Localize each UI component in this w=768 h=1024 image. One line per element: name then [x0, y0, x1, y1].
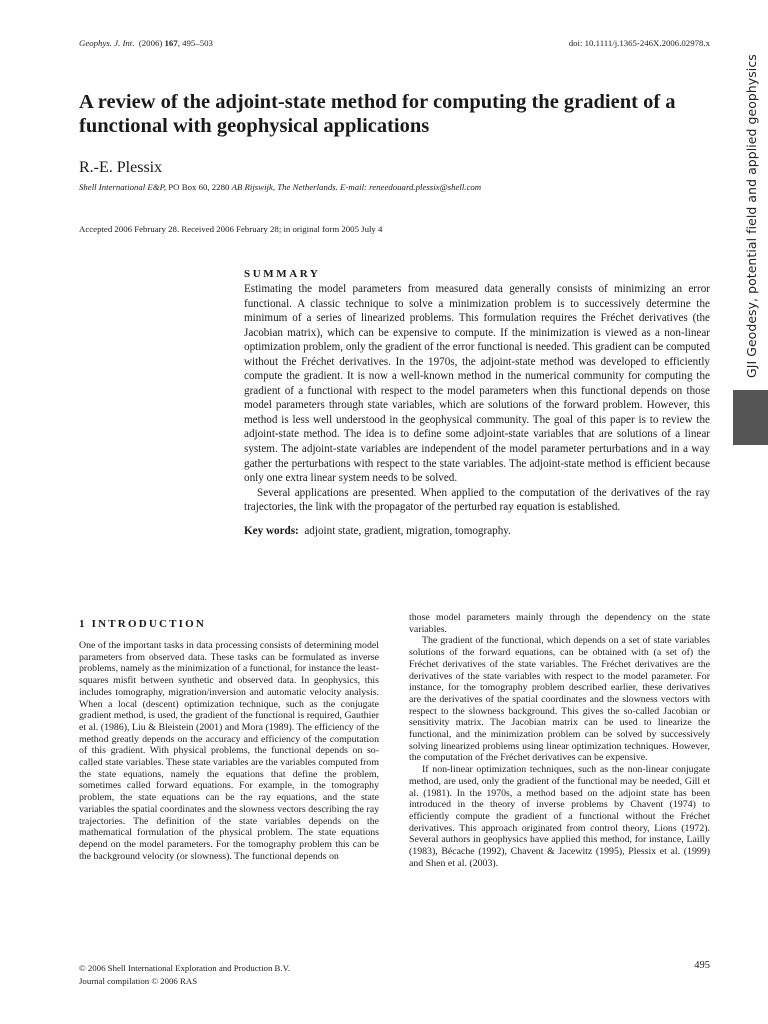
intro-paragraph-1: One of the important tasks in data processing consists of determining model parameters from observed data. These tasks can be formulated as inverse problems, namely as the minimization of a functional, for instance the least-squares misfit between synthetic and observed data. In geophysics, this includes tomography, migration/inversion and automatic velocity analysis. When a local (descent) optimization technique, such as the conjugate gradient method, is used, the gradient of the functional is required, Gauthier et al. (1986), Liu & Bleistein (2001) and Mora (1989). The efficiency of the method greatly depends on the accuracy and efficiency of the computation of this gradient. With physical problems, the functional depends on so-called state variables. These state variables are the variables computed from the state equations, namely the equations that define the problem, sometimes called forward equations. For example, in the tomography problem, the state equations can be the ray equations, and the state variables the spatial coordinates and the slowness vectors describing the ray trajectories. The definition of the state variables depends on the mathematical formulation of the physical problem. The state equations depend on the model parameters. For the tomography problem this can be the background velocity (or slowness). The functional depends on: [79, 640, 379, 862]
affiliation-org: Shell International E&P,: [79, 182, 167, 192]
keywords-label: Key words:: [244, 524, 299, 537]
affiliation-address: PO Box 60, 2280: [166, 182, 232, 192]
page-number: 495: [694, 960, 710, 971]
submission-dates: Accepted 2006 February 28. Received 2006 February 28; in original form 2005 July 4: [79, 224, 383, 234]
summary-paragraph-1: Estimating the model parameters from measured data generally consists of minimizing an error functional. A classic technique to solve a minimization problem is to successively determine the minimum of a series of linearized problems. This formulation requires the Fréchet derivatives (the Jacobian matrix), which can be expensive to compute. If the minimization is viewed as a non-linear optimization problem, only the gradient of the error functional is needed. This gradient can be computed without the Fréchet derivatives. In the 1970s, the adjoint-state method was developed to efficiently compute the gradient. It is now a well-known method in the numerical community for computing the gradient of a functional with respect to the model parameters when this functional depends on those model parameters through state variables, which are solutions of the forward problem. However, this method is less well understood in the geophysical community. The goal of this paper is to review the adjoint-state method. The idea is to define some adjoint-state variables that are solutions of a linear system. The adjoint-state variables are independent of the model parameter perturbations and in a way gather the perturbations with respect to the state variables. The adjoint-state method is efficient because only one extra linear system needs to be solved.: [244, 283, 710, 485]
author-affiliation: [79, 182, 481, 192]
section-side-label: GJI Geodesy, potential field and applied geophysics: [744, 54, 759, 378]
section-side-tab: [733, 390, 768, 445]
body-column-left: [79, 617, 379, 862]
section-heading-introduction: 1 INTRODUCTION: [79, 618, 207, 630]
intro-paragraph-2: The gradient of the functional, which depends on a set of state variables solutions of the forward equations, can be obtained with (a set of) the Fréchet derivatives of the state variables. The Fréchet derivatives are the derivatives of the state variables with respect to the model parameter. For instance, for the tomography problem described earlier, these derivatives are the derivatives of the spatial coordinates and the slowness vectors with respect to the slowness background. This gives the so-called Jacobian or sensitivity matrix. The Jacobian matrix can be used to linearize the functional, and the minimization problem can be solved by successively solving linearized problems using linear optimization techniques. However, the computation of the Fréchet derivatives can be expensive.: [409, 635, 710, 764]
copyright-footer: [79, 962, 290, 988]
intro-paragraph-continued: those model parameters mainly through the dependency on the state variables.: [409, 612, 710, 635]
journal-pages: , 495–503: [177, 38, 213, 48]
journal-name: Geophys. J. Int.: [79, 38, 135, 48]
keywords: [244, 524, 710, 539]
journal-year: (2006): [138, 38, 163, 48]
copyright-line: © 2006 Shell International Exploration and Production B.V.: [79, 963, 291, 973]
summary-section: [244, 266, 710, 539]
summary-heading: SUMMARY: [244, 268, 321, 280]
compilation-line: Journal compilation © 2006 RAS: [79, 976, 198, 986]
doi: doi: 10.1111/j.1365-246X.2006.02978.x: [568, 38, 710, 48]
keywords-list: adjoint state, gradient, migration, tomography.: [304, 524, 511, 537]
summary-paragraph-2: Several applications are presented. When applied to the computation of the derivatives of the ray trajectories, the link with the propagator of the perturbed ray equation is established.: [244, 486, 710, 514]
running-header-citation: [79, 38, 213, 48]
intro-paragraph-3: If non-linear optimization techniques, such as the non-linear conjugate method, are used, only the gradient of the functional may be needed, Gill et al. (1981). In the 1970s, a method based on the adjoint state has been introduced in the theory of inverse problems by Chavent (1974) to efficiently compute the gradient of a functional without the Fréchet derivatives. This approach originated from control theory, Lions (1972). Several authors in geophysics have applied this method, for instance, Lailly (1983), Bécache (1992), Chavent & Jacewitz (1995), Plessix et al. (1999) and Shen et al. (2003).: [409, 764, 710, 869]
journal-volume: 167: [164, 38, 178, 48]
affiliation-city-email: AB Rijswijk, The Netherlands. E-mail: reneedouard.plessix@shell.com: [231, 182, 482, 192]
author-name: R.-E. Plessix: [79, 159, 163, 176]
paper-title: A review of the adjoint-state method for computing the gradient of a functional with geophysical applications: [79, 91, 676, 137]
body-column-right: [409, 612, 710, 869]
